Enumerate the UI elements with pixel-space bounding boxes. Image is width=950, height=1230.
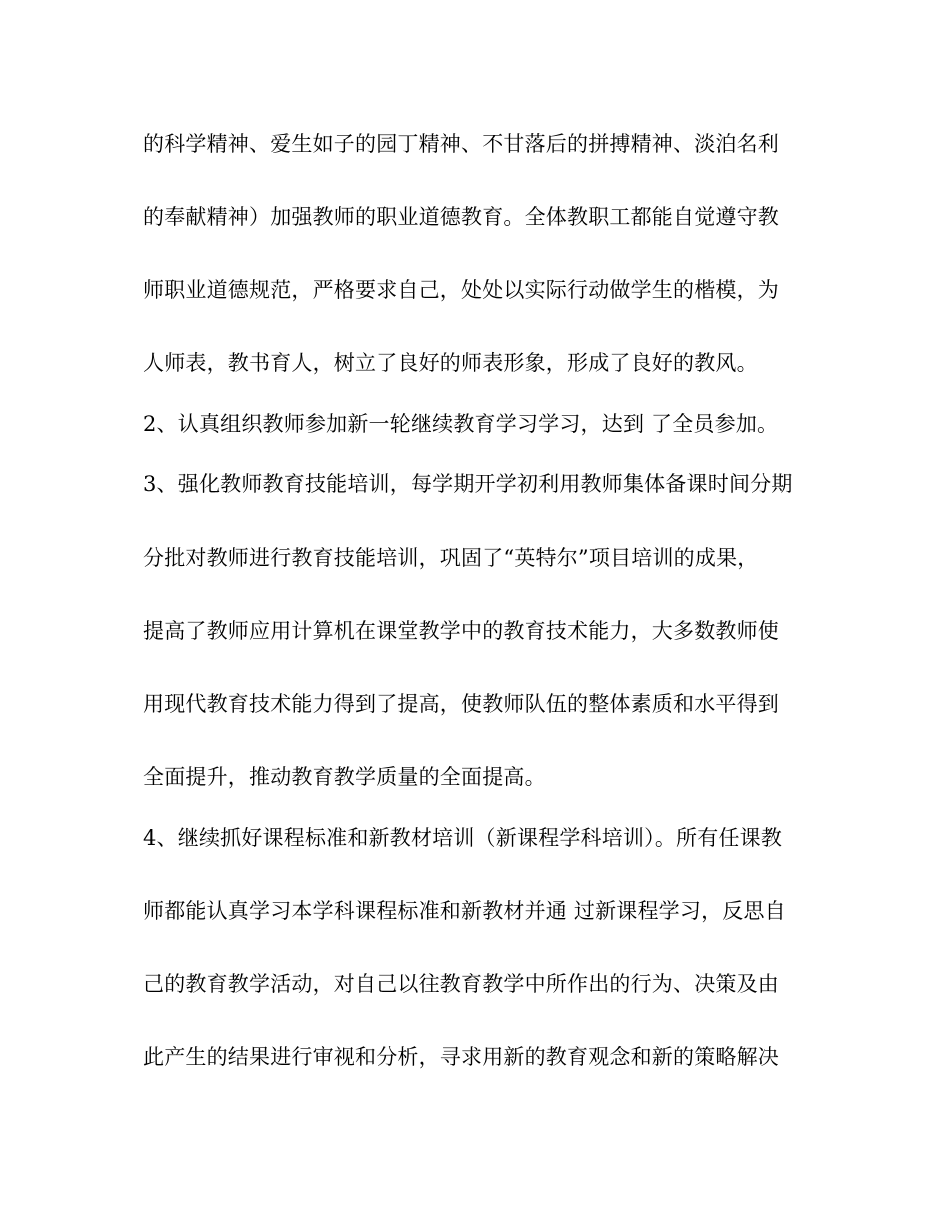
text-line: 此产生的结果进行审视和分析，寻求用新的教育观念和新的策略解决: [143, 1045, 779, 1069]
text-line: 提高了教师应用计算机在课堂教学中的教育技术能力，大多数教师使: [143, 619, 779, 643]
text-line: 全面提升，推动教育教学质量的全面提高。: [143, 765, 546, 789]
text-line: 师都能认真学习本学科课程标准和新教材并通 过新课程学习，反思自: [143, 899, 786, 923]
text-line: 师职业道德规范，严格要求自己，处处以实际行动做学生的楷模，为: [143, 278, 779, 302]
list-item-3: 3、强化教师教育技能培训，每学期开学初利用教师集体备课时间分期: [143, 472, 793, 496]
text-line: 的科学精神、爱生如子的园丁精神、不甘落后的拼搏精神、淡泊名利: [143, 132, 779, 156]
text-line: 己的教育教学活动，对自己以往教育教学中所作出的行为、决策及由: [143, 972, 779, 996]
text-line: 的奉献精神）加强教师的职业道德教育。全体教职工都能自觉遵守教: [143, 205, 779, 229]
text-line: 人师表，教书育人，树立了良好的师表形象，形成了良好的教风。: [143, 351, 758, 375]
text-line: 用现代教育技术能力得到了提高，使教师队伍的整体素质和水平得到: [143, 692, 779, 716]
text-line: 分批对教师进行教育技能培训，巩固了“英特尔”项目培训的成果，: [143, 546, 759, 570]
list-item-2: 2、认真组织教师参加新一轮继续教育学习学习，达到 了全员参加。: [143, 412, 779, 436]
list-item-4: 4、继续抓好课程标准和新教材培训（新课程学科培训）。所有任课教: [143, 826, 783, 850]
